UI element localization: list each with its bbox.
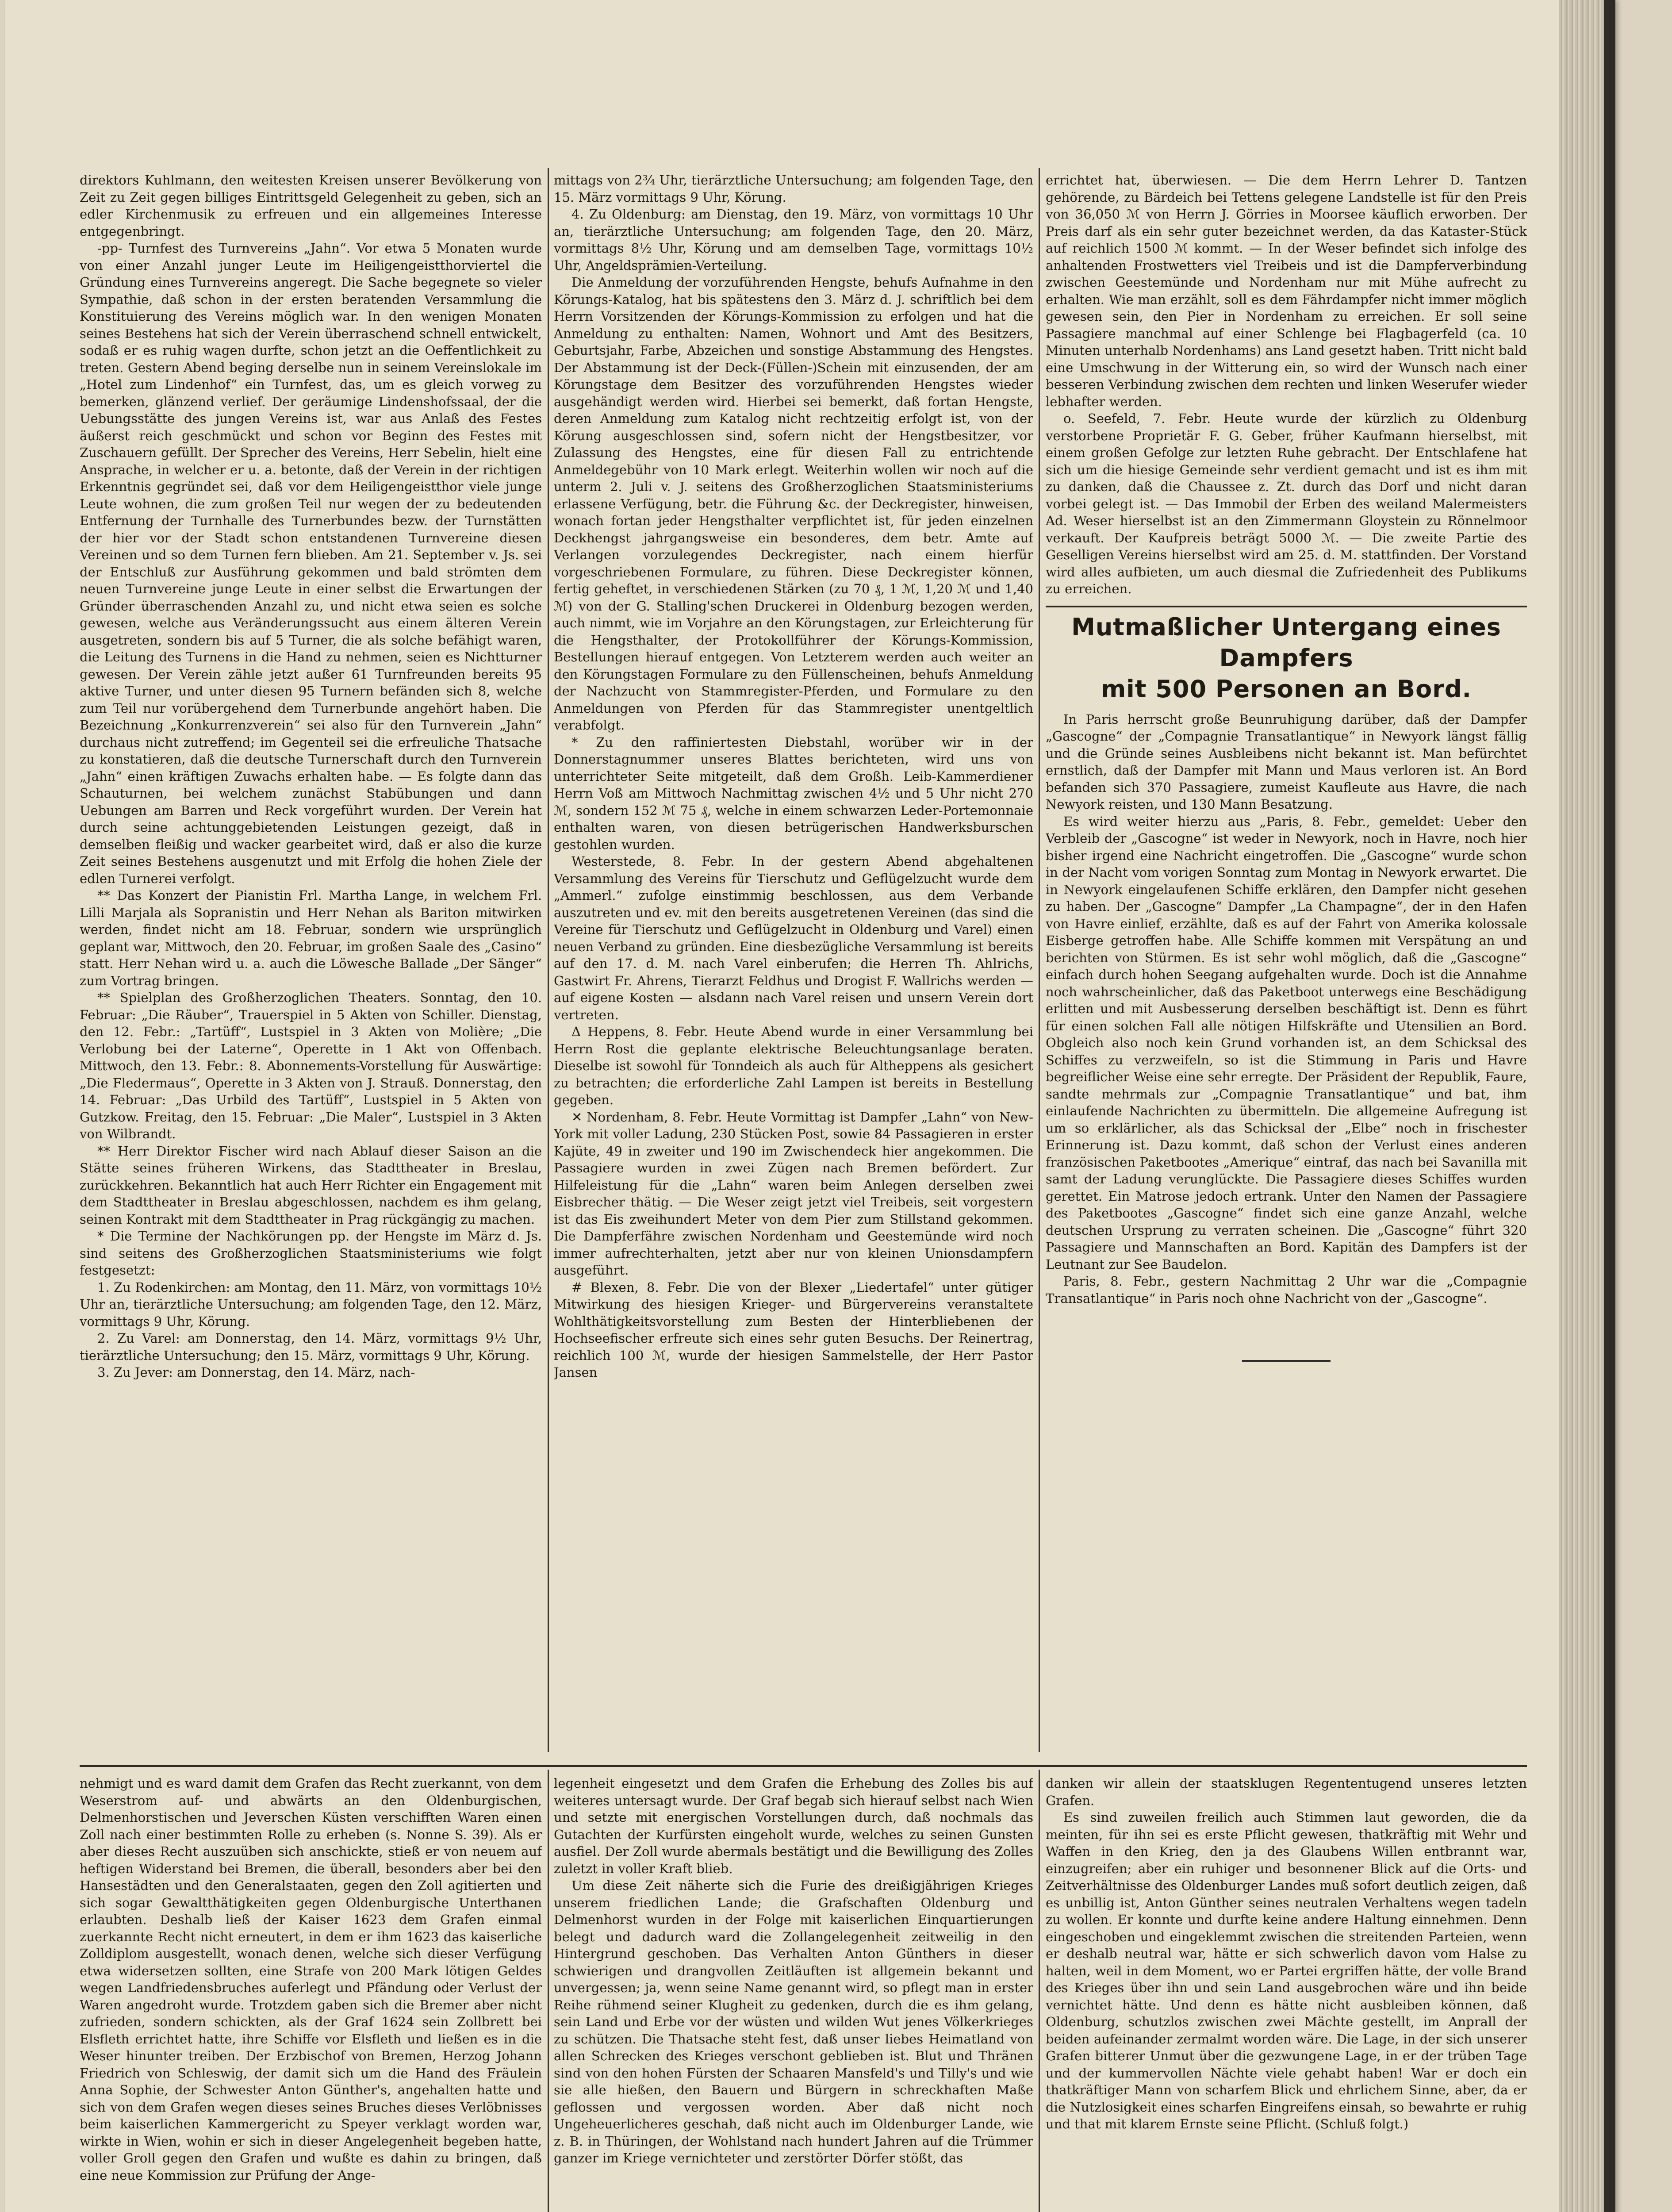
article-seefeld: o. Seefeld, 7. Febr. Heute wurde der kürzlich zu Oldenburg verstorbene Proprietär F. G. Geber, früher Kaufmann hierselbst, mit einem großen Gefolge zur letzten Ruhe gebracht. Der Entschlafene hat sich um die hiesige Gemeinde sehr verdient gemacht und ist es ihm mit zu danken, daß die Chaussee z. Zt. durch das Dorf und nicht daran vorbei gelegt ist. — Das Immobil der Erben des weiland Malermeisters Ad. Weser hierselbst ist an den Zimmermann Gloystein zu Rönnelmoor verkauft. Der Kaufpreis beträgt 5000 ℳ. — Die zweite Partie des Geselligen Vereins hierselbst wird am 25. d. M. stattfinden. Der Vorstand wird alles aufbieten, um auch diesmal die Zufriedenheit des Publikums zu erreichen. xyxy=(1046,411,1527,596)
article-turnfest: -pp- Turnfest des Turnvereins „Jahn“. Vor etwa 5 Monaten wurde von einer Anzahl junger Leute im Heiligengeistthorviertel die Gründung eines Turnvereins angeregt. Die Sache begegnete so vieler Sympathie, daß schon in der ersten beratenden Versammlung die Konstituierung des Vereins möglich war. In den wenigen Monaten seines Bestehens hat sich der Verein überraschend schnell entwickelt, sodaß er es ruhig wagen durfte, schon jetzt an die Oeffentlichkeit zu treten. Gestern Abend beging derselbe nun in seinem Vereinslokale im „Hotel zum Lindenhof“ ein Turnfest, das, um es gleich vorweg zu bemerken, glänzend verlief. Der geräumige Lindenshofssaal, der die Uebungsstätte des jungen Vereins ist, war aus Anlaß des Festes äußerst reich geschmückt und schon vor Beginn des Festes mit Zuschauern gefüllt. Der Sprecher des Vereins, Herr Sebelin, hielt eine Ansprache, in welcher er u. a. betonte, daß der Verein in der richtigen Erkenntnis gegründet sei, daß vor dem Heiligengeistthor viele junge Leute wohnen, die zum großen Teil nur wegen der zu bedeutenden Entfernung der Turnhalle des Turnerbundes bezw. der Turnstätten der hier vor der Stadt schon entstandenen Turnvereine diesen Vereinen und so dem Turnen fern blieben. Am 21. September v. Js. sei der Entschluß zur Ausführung gekommen und bald strömten dem neuen Turnvereine junge Leute in einer selbst die Erwartungen der Gründer überraschenden Anzahl zu, und nicht etwa seien es solche gewesen, welche aus Veränderungssucht aus einem älteren Verein ausgetreten, sondern bis auf 5 Turner, die als solche befähigt waren, die Leitung des Turnens in die Hand zu nehmen, seien es Nichtturner gewesen. Der Verein zähle jetzt außer 61 Turnfreunden bereits 95 aktive Turner, und unter diesen 95 Turnern befänden sich 8, welche zum Teil nur vorübergehend dem Turnerbunde angehört haben. Die Bezeichnung „Konkurrenzverein“ sei also für den Turnverein „Jahn“ durchaus nicht zutreffend; im Gegenteil sei die erfreuliche Thatsache zu konstatieren, daß die deutsche Turnerschaft durch den Turnverein „Jahn“ einen kräftigen Zuwachs erhalten habe. — Es folgte dann das Schauturnen, bei welchem zunächst Stabübungen und dann Uebungen am Barren und Reck vorgeführt wurden. Der Verein hat durch seine achtunggebietenden Leistungen gezeigt, daß in demselben fleißig und wacker gearbeitet wird, daß er also die kurze Zeit seines Bestehens ausgenutzt und mit Erfolg die hohen Ziele der edlen Turnerei verfolgt. xyxy=(80,241,542,886)
article-kirchenmusik: direktors Kuhlmann, den weitesten Kreisen unserer Bevölkerung von Zeit zu Zeit gegen billiges Eintrittsgeld Gelegenheit zu geben, sich an edler Kirchenmusik zu erfreuen und ein allgemeines Interesse entgegenbringt. xyxy=(80,173,542,239)
feuilleton-paragraph: Es sind zuweilen freilich auch Stimmen laut geworden, die da meinten, für ihn sei es erste Pflicht gewesen, thatkräftig mit Wehr und Waffen in den Krieg, den ja des Glaubens Willen entbrannt war, einzugreifen; aber ein ruhiger und besonnener Blick auf die Orts- und Zeitverhältnisse des Oldenburger Landes muß sofort deutlich zeigen, daß es unbillig ist, Anton Günther seines neutralen Verhaltens wegen tadeln zu wollen. Er konnte und durfte keine andere Haltung einnehmen. Denn eingeschoben und eingeklemmt zwischen die streitenden Parteien, wenn er deshalb neutral war, hätte er sich schwerlich davon vom Halse zu halten, weil in dem Moment, wo er Partei ergriffen hätte, der volle Brand des Krieges über ihn und sein Land ausgebrochen wäre und ihn beide vernichtet hätte. Und denn es hätte nicht ausbleiben können, daß Oldenburg, schutzlos zwischen zwei Mächte gestellt, im Anprall der beiden aufeinander zermalmt worden wäre. Die Lage, in der sich unserer Grafen bitterer Unmut über die gezwungene Lage, in er der trüben Tage und der kummervollen Nächte viele gehabt haben! War er doch ein thatkräftiger Mann von scharfem Blick und ehrlichem Sinne, aber, da er die Nutzlosigkeit eines scharfen Eingreifens einsah, so bewahrte er ruhig und that mit klarem Ernste seine Pflicht. (Schluß folgt.) xyxy=(1046,1810,1527,2131)
headline-line-2: mit 500 Personen an Bord. xyxy=(1101,675,1472,703)
column-rule-2 xyxy=(1039,168,1040,1752)
article-blexen: # Blexen, 8. Febr. Die von der Blexer „Liedertafel“ unter gütiger Mitwirkung des hiesigen Krieger- und Bürgervereins veranstaltete Wohlthätigkeitsvorstellung zum Besten der Hinterbliebenen der Hochseefischer erfreute sich eines sehr guten Besuchs. Der Reinertrag, reichlich 100 ℳ, wurde der hiesigen Sammelstelle, der Herr Pastor Jansen xyxy=(554,1279,1033,1380)
list-item: 3. Zu Jever: am Donnerstag, den 14. März, nach- xyxy=(97,1365,415,1380)
newspaper-page xyxy=(5,0,1615,2212)
column-1 xyxy=(80,172,542,1755)
feuilleton-paragraph: legenheit eingesetzt und dem Grafen die Erhebung des Zolles bis auf weiteres untersagt wurde. Der Graf begab sich hierauf selbst nach Wien und setzte mit energischen Vorstellungen durch, daß nochmals das Gutachten der Kurfürsten eingeholt wurde, welches zu seinen Gunsten ausfiel. Der Zoll wurde abermals bestätigt und die Bewilligung des Zolles zuletzt in voller Kraft blieb. xyxy=(554,1776,1033,1876)
article-anmeldung: Die Anmeldung der vorzuführenden Hengste, behufs Aufnahme in den Körungs-Katalog, hat bis spätestens den 3. März d. J. schriftlich bei dem Herrn Vorsitzenden der Körungs-Kommission zu erfolgen und hat die Anmeldung zu enthalten: Namen, Wohnort und Amt des Besitzers, Geburtsjahr, Farbe, Abzeichen und sonstige Abstammung des Hengstes. Der Abstammung ist der Deck-(Füllen-)Schein mit einzusenden, der am Körungstage dem Besitzer des vorzuführenden Hengstes wieder ausgehändigt werden wird. Hierbei sei bemerkt, daß fortan Hengste, deren Anmeldung zum Katalog nicht rechtzeitig erfolgt ist, von der Körung ausgeschlossen sind, sofern nicht der Hengstbesitzer, vor Zulassung des Hengstes, eine für diesen Fall zu entrichtende Anmeldegebühr von 10 Mark erlegt. Weiterhin wollen wir noch auf die unterm 2. Juli v. J. seitens des Großherzoglichen Staatsministeriums erlassene Verfügung, betr. die Führung &c. der Deckregister, hinweisen, wonach fortan jeder Hengsthalter verpflichtet ist, für jeden einzelnen Deckhengst jahrgangsweise ein besonderes, dem betr. Amte auf Verlangen vorzulegendes Deckregister, nach einem hierfür vorgeschriebenen Formulare, zu führen. Diese Deckregister können, fertig geheftet, in verschiedenen Stärken (zu 70 ₰, 1 ℳ, 1,20 ℳ und 1,40 ℳ) von der G. Stalling'schen Druckerei in Oldenburg bezogen werden, auch nimmt, wie im Vorjahre an den Körungstagen, zur Erleichterung für die Hengsthalter, der Protokollführer der Körungs-Kommission, Bestellungen hierauf entgegen. Von Letzterem werden auch weiter an den Körungstagen Formulare zu den Füllenscheinen, behufs Anmeldung der Nachzucht von Stammregister-Pferden, und Formulare zu den Anmeldungen von Pferden für das Stammregister unentgeltlich verabfolgt. xyxy=(554,275,1033,733)
article-gascogne-report: Es wird weiter hierzu aus „Paris, 8. Febr., gemeldet: Ueber den Verbleib der „Gascogne“ ist weder in Newyork, noch in Havre, noch hier bisher irgend eine Nachricht eingetroffen. Die „Gascogne“ wurde schon in der Nacht vom vorigen Sonntag zum Montag in Newyork erwartet. Die in Newyork eingelaufenen Schiffe erklären, den Dampfer nicht gesehen zu haben. Der „Gascogne“ Dampfer „La Champagne“, der in den Hafen von Havre einlief, erzählte, daß es auf der Fahrt von Amerika kolossale Eisberge getroffen habe. Alle Schiffe kommen mit Verspätung an und berichten von Stürmen. Es ist sehr wohl möglich, daß die „Gascogne“ einfach durch hohen Seegang aufgehalten wurde. Doch ist die Annahme noch wahrscheinlicher, daß das Paketboot unterwegs eine Beschädigung erlitten und mit Ausbesserung derselben beschäftigt ist. Denn es führt für einen solchen Fall alle nötigen Hilfskräfte und Utensilien an Bord. Obgleich also noch kein Grund vorhanden ist, an dem Schicksal des Schiffes zu verzweifeln, so ist die Stimmung in Paris und Havre begreiflicher Weise eine sehr erregte. Der Präsident der Republik, Faure, sandte mehrmals zur „Compagnie Transatlantique“ und bat, ihm einlaufende Nachrichten zu übermitteln. Die allgemeine Aufregung ist um so erklärlicher, als das Schicksal der „Elbe“ noch in frischester Erinnerung ist. Dazu kommt, daß schon der Verlust eines anderen französischen Paketbootes „Amerique“ eintraf, das nach bei Savanilla mit samt der Ladung verunglückte. Die Passagiere dieses Schiffes wurden gerettet. Ein Matrose jedoch ertrank. Unter den Namen der Passagiere des Paketbootes „Gascogne“ findet sich eine ganze Anzahl, welche deutschen Ursprung zu verraten scheinen. Die „Gascogne“ führt 320 Passagiere und Mannschaften an Bord. Kapitän des Dampfers ist der Leutnant zur See Baudelon. xyxy=(1046,814,1527,1272)
feuilleton-paragraph: nehmigt und es ward damit dem Grafen das Recht zuerkannt, von dem Weserstrom auf- und abwärts an den Oldenburgischen, Delmenhorstischen und Jeverschen Küsten verschifften Waren einen Zoll nach einer bestimmten Rolle zu erheben (s. Nonne S. 39). Als er aber dieses Recht auszuüben sich anschickte, stieß er von neuem auf heftigen Widerstand bei Bremen, die überall, besonders aber bei den Hansestädten und den Generalstaaten, gegen den Zoll agitierten und sich sogar Gewaltthätigkeiten gegen Oldenburgische Unterthanen erlaubten. Deshalb ließ der Kaiser 1623 dem Grafen einmal zuerkannte Recht nicht erneutert, in dem er ihm 1623 das kaiserliche Zolldiplom ausgestellt, wonach denen, welche sich dieser Verfügung etwa widersetzen sollten, eine Strafe von 200 Mark lötigen Geldes wegen Landfriedensbruches auferlegt und Pfändung oder Verlust der Waren angedroht wurde. Trotzdem gaben sich die Bremer aber nicht zufrieden, sondern schickten, als der Graf 1624 sein Zollbrett bei Elsfleth errichtet hatte, ihre Schiffe vor Elsfleth und ließen es in die Weser hinunter treiben. Der Erzbischof von Bremen, Herzog Johann Friedrich von Schleswig, der damit sich um die Hand des Fräulein Anna Sophie, der Schwester Anton Günther's, angehalten hatte und sich von dem Grafen wegen dieses seines Bruches dieses Verlöbnisses beim kaiserlichen Kammergericht zu Speyer verklagt worden war, wirkte in Wien, wohin er sich in dieser Angelegenheit begeben hatte, voller Groll gegen den Grafen und wußte es dahin zu bringen, daß eine neue Kommission zur Prüfung der Ange- xyxy=(80,1776,542,2183)
article-direktor-fischer: ** Herr Direktor Fischer wird nach Ablauf dieser Saison an die Stätte seines früheren Wirkens, das Stadttheater in Breslau, zurückkehren. Bekanntlich hat auch Herr Richter ein Engagement mit dem Stadttheater in Breslau abgeschlossen, nachdem es ihm gelang, seinen Kontrakt mit dem Stadttheater in Prag rückgängig zu machen. xyxy=(80,1143,542,1227)
feuilleton-paragraph: Um diese Zeit näherte sich die Furie des dreißigjährigen Krieges unserem friedlichen Lande; die Grafschaften Oldenburg und Delmenhorst wurden in der Folge mit kaiserlichen Einquartierungen belegt und dadurch ward die Zollangelegenheit zeitweilig in den Hintergrund geschoben. Das Verhalten Anton Günthers in dieser schwierigen und drangvollen Zeitläuften ist allgemein bekannt und unvergessen; ja, wenn seine Name genannt wird, so pflegt man in erster Reihe rühmend seiner Klugheit zu gedenken, durch die es ihm gelang, sein Land und Erbe vor der wüsten und wilden Wut jenes Völkerkrieges zu schützen. Die Thatsache steht fest, daß unser liebes Heimatland von allen Schrecken des Krieges verschont geblieben ist. Blut und Thränen sind von den hohen Fürsten der Schaaren Mansfeld's und Tilly's und wie sie alle hießen, den Bauern und Bürgern in schreckhaften Maße geflossen und vergossen worden. Aber daß nicht noch Ungeheuerlicheres geschah, daß nicht auch im Oldenburger Lande, wie z. B. in Thüringen, der Wohlstand nach hundert Jahren auf die Trümmer ganzer im Kriege vernichteter und zerstörter Dörfer stößt, das xyxy=(554,1878,1033,2166)
list-item: 4. Zu Oldenburg: am Dienstag, den 19. März, von vormittags 10 Uhr an, tierärztliche Untersuchung; am folgenden Tage, den 20. März, vormittags 8½ Uhr, Körung und am demselben Tage, vormittags 10½ Uhr, Angeldsprämien-Verteilung. xyxy=(554,207,1033,273)
list-item: 1. Zu Rodenkirchen: am Montag, den 11. März, von vormittags 10½ Uhr an, tierärztliche Untersuchung; am folgenden Tage, den 12. März, vormittags 9 Uhr, Körung. xyxy=(80,1279,542,1329)
column-2 xyxy=(554,172,1033,1755)
column-3 xyxy=(1046,172,1527,1755)
article-diebstahl: * Zu den raffiniertesten Diebstahl, worüber wir in der Donnerstagnummer unseres Blattes berichteten, wird uns von unterrichteter Seite mitgeteilt, daß dem Großh. Leib-Kammerdiener Herrn Voß am Mittwoch Nachmittag zwischen 4½ und 5 Uhr nicht 270 ℳ, sondern 152 ℳ 75 ₰, welche in einem schwarzen Leder-Portemonnaie enthalten waren, von diesen betrügerischen Handwerksburschen gestohlen wurden. xyxy=(554,734,1033,852)
article-nachkoerungen: * Die Termine der Nachkörungen pp. der Hengste im März d. Js. sind seitens des Großherzoglichen Staatsministeriums wie folgt festgesetzt: xyxy=(80,1229,542,1278)
feuilleton-column-3 xyxy=(1046,1775,1527,2212)
article-nordenham: ✕ Nordenham, 8. Febr. Heute Vormittag ist Dampfer „Lahn“ von New-York mit voller Ladung, 230 Stücken Post, sowie 84 Passagieren in erster Kajüte, 49 in zweiter und 190 im Zwischendeck hier angekommen. Die Passagiere wurden in zwei Zügen nach Bremen befördert. Zur Hilfeleistung für die „Lahn“ waren beim Anlegen derselben zwei Eisbrecher thätig. — Die Weser zeigt jetzt viel Treibeis, seit vorgestern ist das Eis zweihundert Meter von dem Pier zum Stillstand gekommen. Die Dampferfähre zwischen Nordenham und Geestemünde wird noch immer aufrechterhalten, jetzt aber nur von kleinen Unionsdampfern ausgeführt. xyxy=(554,1109,1033,1278)
end-rule xyxy=(1242,1360,1331,1362)
article-continuation: mittags von 2¾ Uhr, tierärztliche Untersuchung; am folgenden Tage, den 15. März vormittags 9 Uhr, Körung. xyxy=(554,173,1033,205)
headline xyxy=(1046,612,1527,705)
article-heppens: Δ Heppens, 8. Febr. Heute Abend wurde in einer Versammlung bei Herrn Rost die geplante elektrische Beleuchtungsanlage beraten. Dieselbe ist sowohl für Tonndeich als auch für Altheppens als gesichert zu betrachten; die erforderliche Zahl Lampen ist bereits in Bestellung gegeben. xyxy=(554,1024,1033,1107)
feuilleton-paragraph: danken wir allein der staatsklugen Regententugend unseres letzten Grafen. xyxy=(1046,1776,1527,1808)
bottom-column-rule-1 xyxy=(548,1770,549,2212)
article-gascogne-intro: In Paris herrscht große Beunruhigung darüber, daß der Dampfer „Gascogne“ der „Compagnie Transatlantique“ in Newyork längst fällig und die Gründe seines Ausbleibens nicht bekannt ist. Man befürchtet ernstlich, daß der Dampfer mit Mann und Maus verloren ist. An Bord befanden sich 370 Passagiere, zumeist Kaufleute aus Havre, die nach Newyork reisten, und 130 Mann Besatzung. xyxy=(1046,711,1527,812)
bottom-column-rule-2 xyxy=(1039,1770,1040,2212)
feuilleton-column-2 xyxy=(554,1775,1033,2212)
column-rule-1 xyxy=(548,168,549,1752)
headline-rule xyxy=(1046,606,1527,607)
article-blexen-continued: errichtet hat, überwiesen. — Die dem Herrn Lehrer D. Tantzen gehörende, zu Bärdeich bei Tettens gelegene Landstelle ist für den Preis von 36,050 ℳ von Herrn J. Görries in Moorsee käuflich erworben. Der Preis darf als ein sehr guter bezeichnet werden, da das Kataster-Stück auf reichlich 1500 ℳ kommt. — In der Weser befindet sich infolge des anhaltenden Frostwetters viel Treibeis und ist die Dampferverbindung zwischen Geestemünde und Nordenham nur mit Mühe aufrecht zu erhalten. Wie man erzählt, soll es dem Fährdampfer nicht immer möglich gewesen sein, den Pier in Nordenham zu erreichen. Er soll seine Passagiere manchmal auf einer Schlenge bei Flagbagerfeld (ca. 10 Minuten unterhalb Nordenhams) ans Land gesetzt haben. Tritt nicht bald eine Umschwung in der Witterung ein, so wird der Wunsch nach einer besseren Verbindung zwischen dem rechten und linken Weserufer wieder lebhafter werden. xyxy=(1046,173,1527,409)
article-konzert: ** Das Konzert der Pianistin Frl. Martha Lange, in welchem Frl. Lilli Marjala als Sopranistin und Herr Nehan als Bariton mitwirken werden, findet nicht am 18. Februar, sondern wie ursprünglich geplant war, Mittwoch, den 20. Februar, im großen Saale des „Casino“ statt. Herr Nehan wird u. a. auch die Löwesche Ballade „Der Sänger“ zum Vortrag bringen. xyxy=(80,888,542,988)
headline-line-1: Mutmaßlicher Untergang eines Dampfers xyxy=(1071,613,1501,672)
list-item: 2. Zu Varel: am Donnerstag, den 14. März, vormittags 9½ Uhr, tierärztliche Untersuchung; den 15. März, vormittags 9 Uhr, Körung. xyxy=(80,1331,542,1363)
article-gascogne-update: Paris, 8. Febr., gestern Nachmittag 2 Uhr war die „Compagnie Transatlantique“ in Paris noch ohne Nachricht von der „Gascogne“. xyxy=(1046,1274,1527,1306)
feuilleton-column-1 xyxy=(80,1775,542,2212)
feuilleton-rule xyxy=(80,1765,1527,1767)
article-spielplan: ** Spielplan des Großherzoglichen Theaters. Sonntag, den 10. Februar: „Die Räuber“, Trauerspiel in 5 Akten von Schiller. Dienstag, den 12. Febr.: „Tartüff“, Lustspiel in 3 Akten von Molière; „Die Verlobung bei der Laterne“, Operette in 1 Akt von Offenbach. Mittwoch, den 13. Febr.: 8. Abonnements-Vorstellung für Auswärtige: „Die Fledermaus“, Operette in 3 Akten von J. Strauß. Donnerstag, den 14. Februar: „Das Urbild des Tartüff“, Lustspiel in 5 Akten von Gutzkow. Freitag, den 15. Februar: „Die Maler“, Lustspiel in 3 Akten von Wilbrandt. xyxy=(80,990,542,1141)
article-westerstede: Westerstede, 8. Febr. In der gestern Abend abgehaltenen Versammlung des Vereins für Tierschutz und Geflügelzucht wurde dem „Ammerl.“ zufolge einstimmig beschlossen, aus dem Verbande auszutreten und ev. mit den bereits ausgetretenen Vereinen (das sind die Vereine für Tierschutz und Geflügelzucht in Oldenburg und Varel) einen neuen Verband zu gründen. Eine diesbezügliche Versammlung ist bereits auf den 17. d. M. nach Varel einberufen; die Herren Th. Ahlrichs, Gastwirt Fr. Ahrens, Tierarzt Feldhus und Drogist F. Wallrichs werden — auf eigene Kosten — alsdann nach Varel reisen und unsern Verein dort vertreten. xyxy=(554,854,1033,1022)
binding-shadow xyxy=(1604,0,1615,2212)
